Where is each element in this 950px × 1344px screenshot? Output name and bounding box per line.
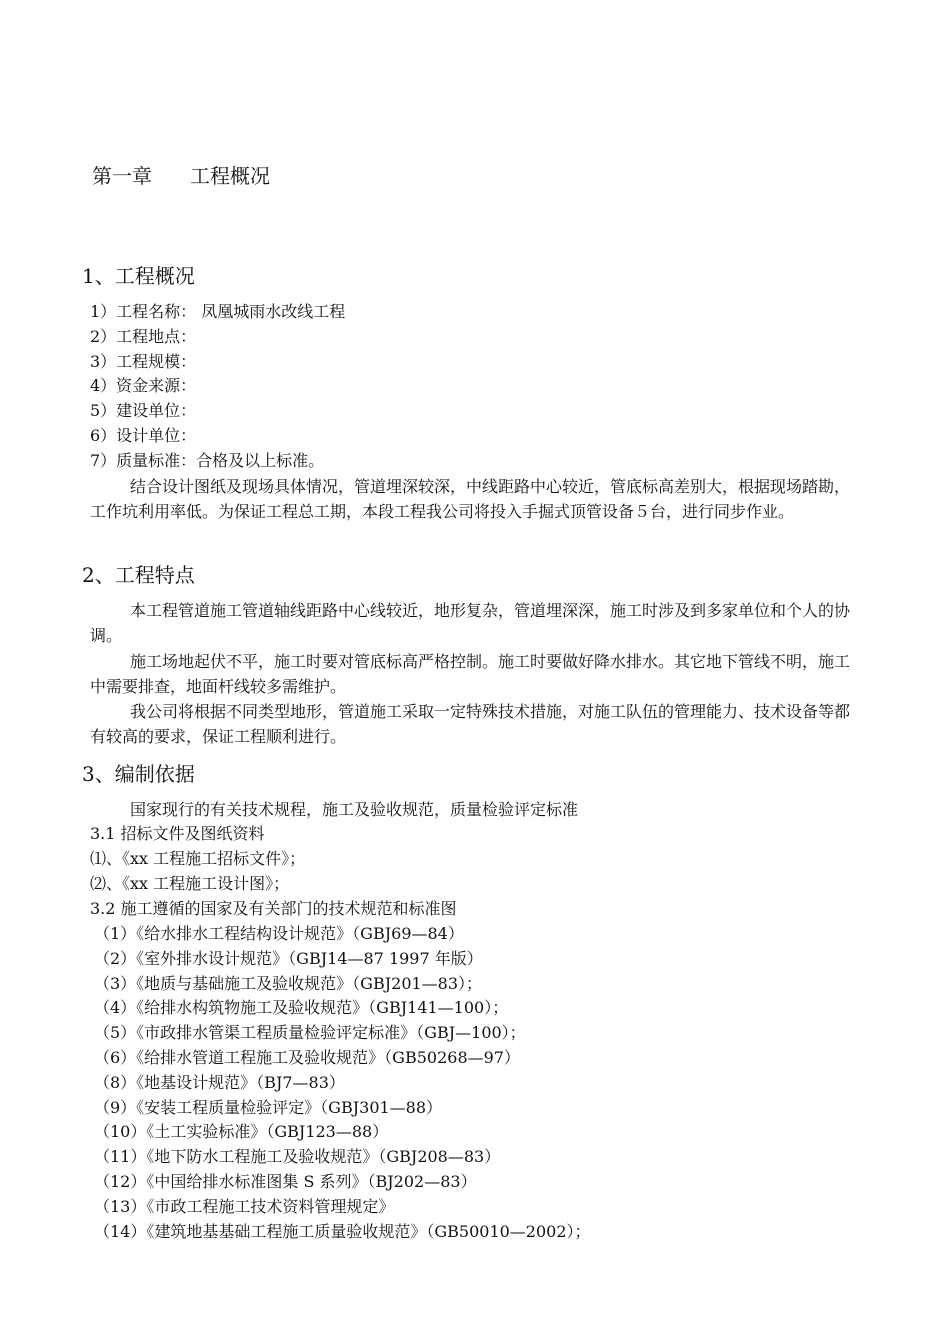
builder-unit-item: 5）建设单位： <box>90 401 197 421</box>
standard-item: （9）《安装工程质量检验评定》（GBJ301—88） <box>94 1097 443 1117</box>
section-2-paragraph-1-text: 本工程管道施工管道轴线距路中心线较近，地形复杂，管道埋深深，施工时涉及到多家单位和个人的协调。 <box>90 601 851 645</box>
funding-source-item: 4）资金来源： <box>90 376 197 396</box>
section-1-paragraph-text: 结合设计图纸及现场具体情况，管道埋深较深，中线距路中心较近，管底标高差别大，根据现场踏勘，工作坑利用率低。为保证工程总工期，本段工程我公司将投入手掘式顶管设备５台，进行同步作业。 <box>90 477 851 521</box>
standard-item: （1）《给水排水工程结构设计规范》（GBJ69—84） <box>94 924 464 943</box>
section-1-paragraph <box>90 474 865 524</box>
project-location-item: 2）工程地点： <box>90 326 197 346</box>
standard-item: （2）《室外排水设计规范》（GBJ14—87 1997 年版） <box>94 948 483 968</box>
design-unit-item: 6）设计单位： <box>90 425 197 445</box>
project-info-list <box>90 300 345 474</box>
standard-item: （8）《地基设计规范》（BJ7—83） <box>94 1072 345 1092</box>
quality-standard-item: 7）质量标准：合格及以上标准。 <box>90 450 325 470</box>
chapter-title <box>92 163 270 189</box>
subsection-3-1-title: 3.1 招标文件及图纸资料 <box>90 824 265 843</box>
standards-list <box>90 922 591 1244</box>
standard-item: （6）《给排水管道工程施工及验收规范》（GB50268—97） <box>94 1047 520 1067</box>
standard-item: （12）《中国给排水标准图集 S 系列》（BJ202—83） <box>94 1171 477 1191</box>
standard-item: （13）《市政工程施工技术资料管理规定》 <box>94 1196 395 1216</box>
subsection-3-2-title: 3.2 施工遵循的国家及有关部门的技术规范和标准图 <box>90 899 457 918</box>
project-scale-item: 3）工程规模： <box>90 351 197 371</box>
section-1-heading: 1、工程概况 <box>82 264 195 288</box>
section-3-intro: 国家现行的有关技术规程，施工及验收规范，质量检验评定标准 <box>130 800 579 819</box>
standard-item: （5）《市政排水管渠工程质量检验评定标准》（GBJ—100）； <box>94 1023 526 1043</box>
section-2-paragraph-1 <box>90 598 865 648</box>
section-2-paragraph-3-text: 我公司将根据不同类型地形，管道施工采取一定特殊技术措施，对施工队伍的管理能力、技术设备等都有较高的要求，保证工程顺利进行。 <box>90 702 851 746</box>
standard-item: （10）《土工实验标准》（GBJ123—88） <box>94 1122 389 1142</box>
standard-item: （11）《地下防水工程施工及验收规范》（GBJ208—83） <box>94 1147 501 1167</box>
section-2-paragraph-3 <box>90 699 865 749</box>
section-3-heading: 3、编制依据 <box>82 762 195 786</box>
section-2-heading: 2、工程特点 <box>82 563 195 587</box>
chapter-name: 工程概况 <box>190 164 270 188</box>
section-2-paragraph-2 <box>90 649 865 699</box>
bid-document-item: ⑵、《xx 工程施工设计图》； <box>90 873 290 893</box>
section-2-paragraph-2-text: 施工场地起伏不平，施工时要对管底标高严格控制。施工时要做好降水排水。其它地下管线不明，施工中需要排查，地面杆线较多需维护。 <box>90 652 851 696</box>
project-name-item: 1）工程名称： 凤凰城雨水改线工程 <box>90 302 346 321</box>
standard-item: （4）《给排水构筑物施工及验收规范》（GBJ141—100）； <box>94 998 509 1018</box>
chapter-number: 第一章 <box>92 164 152 188</box>
bid-documents-list <box>90 847 305 897</box>
standard-item: （14）《建筑地基基础工程施工质量验收规范》（GB50010—2002）； <box>94 1221 591 1241</box>
bid-document-item: ⑴、《xx 工程施工招标文件》； <box>90 849 306 868</box>
standard-item: （3）《地质与基础施工及验收规范》（GBJ201—83）； <box>94 973 483 993</box>
